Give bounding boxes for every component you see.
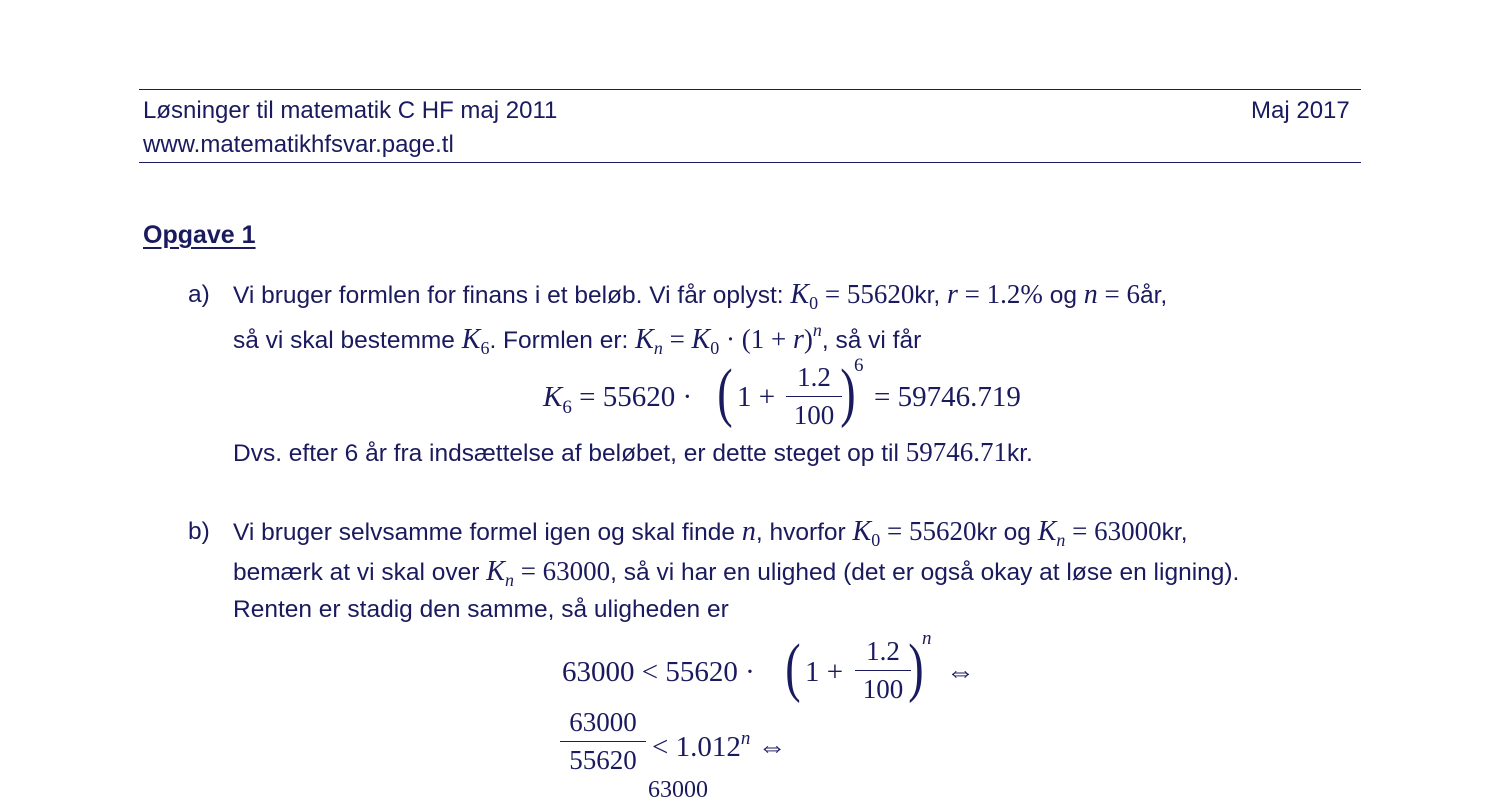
equation-a-right-paren: ) [840, 356, 856, 429]
part-a-line-2-end: , så vi får [821, 327, 922, 354]
header-bottom-rule [139, 162, 1361, 163]
unit-aar: år, [1140, 282, 1168, 309]
math-k0-value: = 55620 [880, 516, 977, 546]
equation-a-result: = 59746.719 [874, 381, 1021, 413]
inequality-1-fraction [855, 638, 911, 703]
fraction-denominator: 100 [793, 400, 835, 430]
section-title: Opgave 1 [143, 221, 256, 249]
math-r: r [792, 324, 804, 355]
math-r: r [947, 279, 958, 310]
inequality-1-right-paren: ) [908, 631, 924, 704]
inequality-1-iff: ⇔ [946, 656, 975, 688]
math-kn-value: = 63000 [513, 556, 611, 586]
math-sup-n: n [812, 320, 822, 340]
math-n: n [741, 516, 756, 547]
math-kn-value: = 63000 [1065, 516, 1162, 546]
math-iff: ⇔ [757, 731, 787, 763]
math-equals: = [662, 324, 692, 354]
inequality-1-exponent: n [922, 628, 932, 649]
conclusion-value: 59746.71 [905, 437, 1007, 467]
fraction-denominator: 100 [862, 674, 904, 704]
text-hvorfor: , hvorfor [755, 519, 853, 546]
part-b-line-2-text: bemærk at vi skal over [233, 559, 487, 586]
part-b-line-1 [233, 518, 1188, 549]
math-k: K [790, 279, 810, 310]
part-b-line-2-end: , så vi har en ulighed (det er også okay at løse en ligning). [610, 559, 1240, 586]
math-k: K [635, 324, 654, 355]
math-sub-0: 0 [809, 293, 819, 313]
inequality-1-lhs: 63000 < 55620 · [562, 656, 755, 688]
part-a-line-1-text: Vi bruger formlen for finans i et beløb. Vi får oplyst: [233, 282, 791, 309]
math-r-value: = 1.2% [957, 279, 1043, 309]
math-sub-6: 6 [480, 338, 490, 358]
fraction-denominator: 55620 [569, 745, 637, 775]
text-og: og [1042, 282, 1084, 309]
math-k: K [461, 324, 481, 355]
math-n-value: = 6 [1097, 279, 1140, 309]
math-sub-0: 0 [871, 530, 881, 550]
formula-intro: . Formlen er: [489, 327, 636, 354]
unit-kr: kr, [914, 282, 948, 309]
part-a-conclusion [233, 439, 1033, 467]
equation-a-fraction [786, 364, 842, 429]
unit-kr: kr, [1161, 519, 1188, 546]
math-n: n [1083, 279, 1098, 310]
math-k: K [1037, 516, 1057, 547]
math-sup-n: n [740, 728, 751, 749]
header-date: Maj 2017 [1251, 97, 1350, 124]
math-formula-rest: · (1 + [719, 324, 793, 354]
inequality-2-rhs [652, 728, 787, 764]
part-b-line-1-text: Vi bruger selvsamme formel igen og skal finde [233, 519, 742, 546]
fraction-numerator: 1.2 [855, 638, 911, 671]
math-sub-6: 6 [562, 397, 572, 418]
equation-a-left-paren: ( [717, 356, 733, 429]
inequality-2-rhs-text: < 1.012 [652, 731, 741, 763]
part-b-line-2 [233, 558, 1239, 589]
inequality-3-partial: 63000 [648, 777, 708, 803]
math-k: K [543, 381, 563, 413]
equation-a-one-plus: 1 + [737, 381, 776, 413]
text-kr-og: kr og [976, 519, 1038, 546]
conclusion-text: Dvs. efter 6 år fra indsættelse af beløbet, er dette steget op til [233, 440, 906, 467]
fraction-numerator: 63000 [560, 709, 646, 742]
part-b-label: b) [188, 518, 210, 545]
equation-a-main: = 55620 · [571, 381, 693, 413]
header-title: Løsninger til matematik C HF maj 2011 [143, 97, 558, 124]
equation-a-exponent: 6 [854, 355, 864, 376]
inequality-1-left-paren: ( [785, 631, 801, 704]
header-top-rule [139, 89, 1361, 90]
math-sub-0: 0 [710, 338, 720, 358]
part-a-label: a) [188, 281, 210, 308]
part-a-line-1 [233, 281, 1167, 312]
math-k0-value: = 55620 [818, 279, 915, 309]
fraction-numerator: 1.2 [786, 364, 842, 397]
math-k: K [691, 324, 711, 355]
part-a-line-2-text: så vi skal bestemme [233, 327, 462, 354]
conclusion-unit: kr. [1006, 440, 1033, 467]
math-close-paren: ) [803, 324, 813, 354]
math-k: K [852, 516, 872, 547]
math-sub-n: n [653, 338, 663, 358]
math-sub-n: n [504, 570, 514, 590]
inequality-2-fraction [560, 709, 646, 774]
math-k: K [486, 556, 505, 587]
part-a-line-2 [233, 321, 921, 357]
math-sub-n: n [1056, 530, 1066, 550]
equation-a-lhs [543, 381, 692, 419]
header-website: www.matematikhfsvar.page.tl [143, 131, 454, 158]
inequality-1-one-plus: 1 + [805, 656, 844, 688]
part-b-line-3: Renten er stadig den samme, så uligheden er [233, 596, 729, 623]
